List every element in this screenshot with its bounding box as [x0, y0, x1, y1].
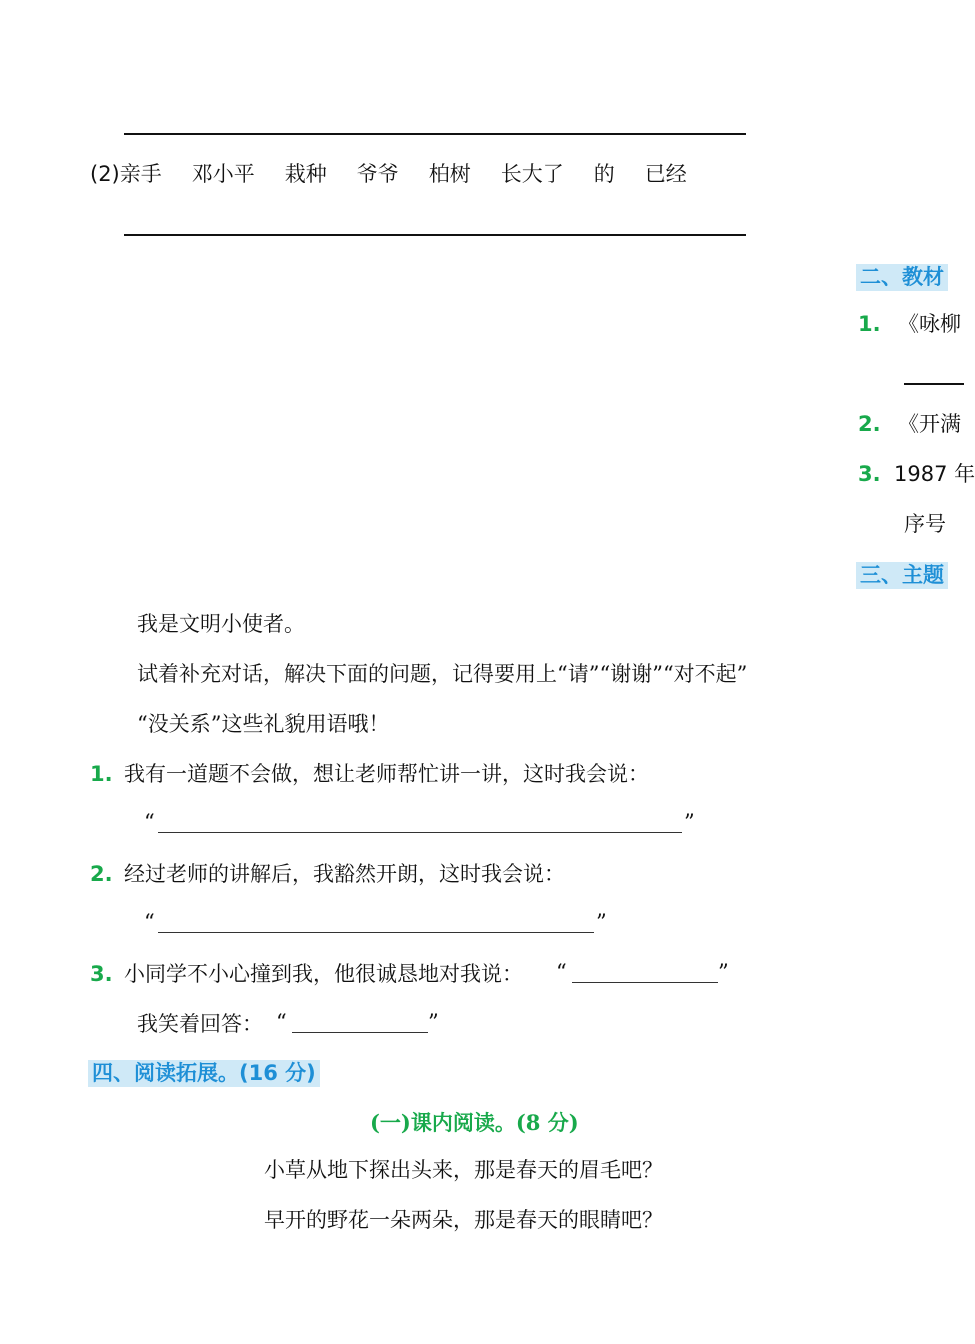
q2-close-quote: ” [596, 910, 607, 934]
q1-close-quote: ” [684, 810, 695, 834]
word-6: 长大了 [500, 162, 564, 186]
section-4-subtitle: (一)课内阅读。(8 分) [370, 1110, 579, 1135]
word-3: 栽种 [284, 162, 327, 186]
etiquette-q1-number: 1. [90, 762, 113, 786]
etiquette-q1-text: 我有一道题不会做，想让老师帮忙讲一讲，这时我会说： [124, 762, 649, 786]
right-item-1-text: 《咏柳 [898, 312, 961, 336]
q2-open-quote: “ [144, 910, 155, 934]
answer-line-2[interactable] [124, 234, 746, 236]
question-2-label: (2) [90, 162, 120, 186]
answer-line-1[interactable] [124, 133, 746, 135]
poem-line-1: 小草从地下探出头来，那是春天的眉毛吧？ [264, 1158, 663, 1182]
q3-answer-blank[interactable] [572, 982, 718, 983]
q1-open-quote: “ [144, 810, 155, 834]
question-2-words [90, 164, 717, 185]
etiquette-q2-number: 2. [90, 862, 113, 886]
word-4: 爷爷 [356, 162, 399, 186]
word-5: 柏树 [428, 162, 471, 186]
etiquette-intro: 我是文明小使者。 [137, 612, 305, 636]
q3-reply-text: 我笑着回答： [137, 1012, 263, 1036]
q3-reply-open-quote: “ [276, 1010, 287, 1034]
etiquette-q3-text: 小同学不小心撞到我，他很诚恳地对我说： [124, 962, 523, 986]
q3-reply-close-quote: ” [428, 1010, 439, 1034]
word-2: 邓小平 [191, 162, 255, 186]
q3-reply-blank[interactable] [292, 1032, 428, 1033]
word-7: 的 [593, 162, 615, 186]
word-1: 亲手 [119, 162, 162, 186]
etiquette-instruction-line-1: 试着补充对话，解决下面的问题，记得要用上“请”“谢谢”“对不起” [137, 662, 748, 686]
right-item-3-line2: 序号 [904, 512, 946, 536]
q3-open-quote: “ [556, 960, 567, 984]
right-item-3-number: 3. [858, 462, 881, 486]
right-item-2-text: 《开满 [898, 412, 961, 436]
section-4-title: 四、阅读拓展。(16 分) [88, 1060, 320, 1087]
right-item-2-number: 2. [858, 412, 881, 436]
etiquette-q3-number: 3. [90, 962, 113, 986]
etiquette-q2-text: 经过老师的讲解后，我豁然开朗，这时我会说： [124, 862, 565, 886]
q1-answer-blank[interactable] [158, 832, 682, 833]
section-2-title: 二、教材 [856, 264, 948, 291]
q3-close-quote: ” [718, 960, 729, 984]
q2-answer-blank[interactable] [158, 932, 594, 933]
right-answer-line[interactable] [904, 383, 964, 385]
etiquette-instruction-line-2: “没关系”这些礼貌用语哦！ [137, 712, 390, 736]
section-3-title: 三、主题 [856, 562, 948, 589]
poem-line-2: 早开的野花一朵两朵，那是春天的眼睛吧？ [264, 1208, 663, 1232]
right-item-1-number: 1. [858, 312, 881, 336]
right-item-3-text: 1987 年 [894, 462, 975, 486]
word-8: 已经 [644, 162, 687, 186]
